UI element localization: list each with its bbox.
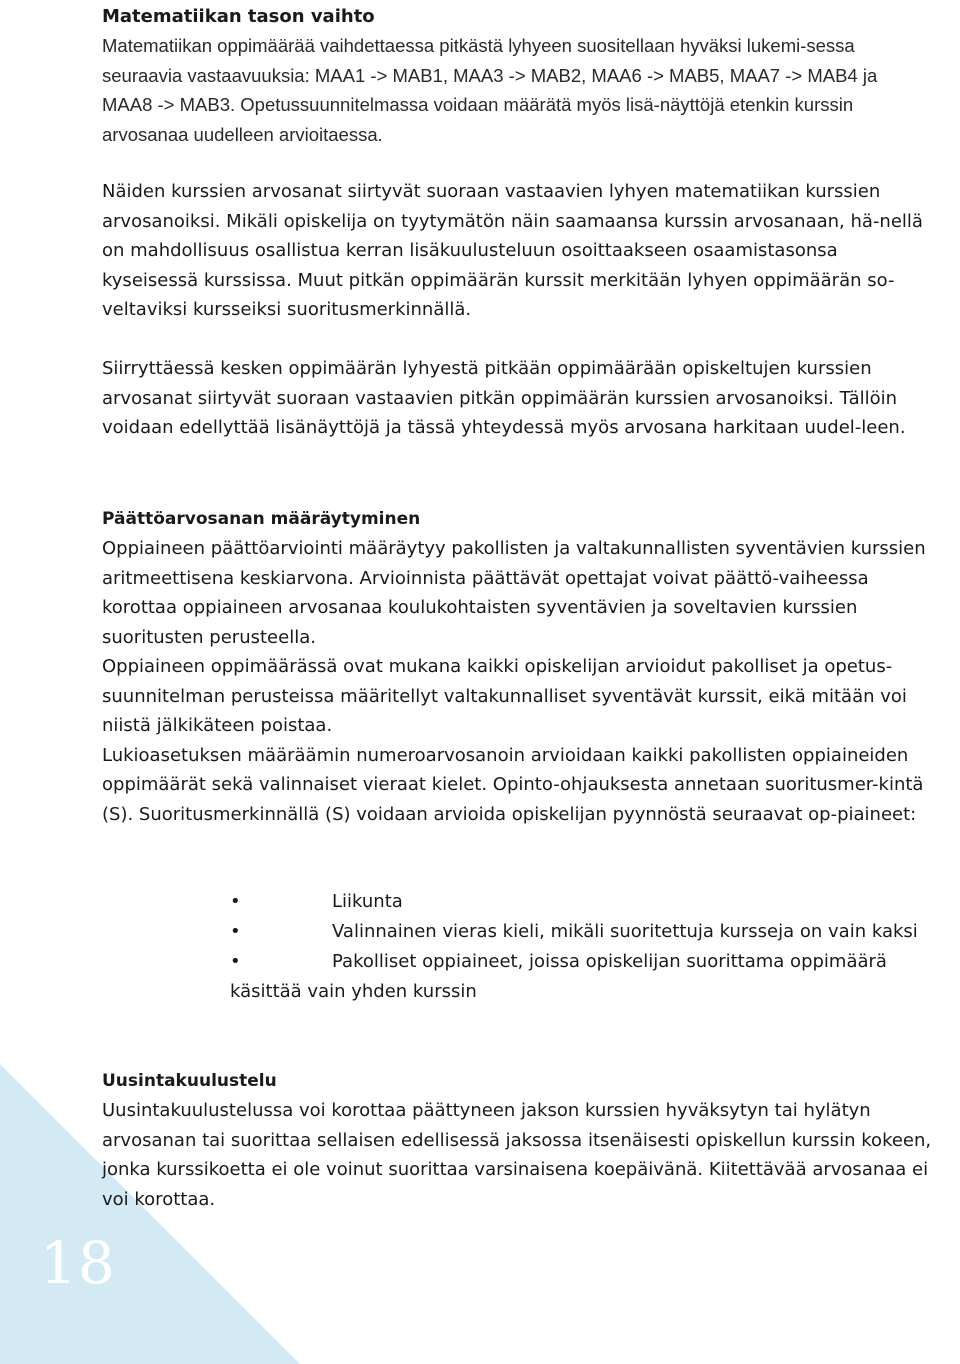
- section-title-paattoarvosana: Päättöarvosanan määräytyminen: [102, 509, 421, 529]
- list-item: • Pakolliset oppiaineet, joissa opiskelijan suorittama oppimäärä käsittää vain yhden kurssin: [230, 947, 930, 1007]
- paragraph: Matematiikan oppimäärää vaihdettaessa pitkästä lyhyeen suositellaan hyväksi lukemi-sessa seuraavia vastaavuuksia: MAA1 -> MAB1, MAA3 -> MAB2, MAA6 -> MAB5, MAA7 -> MAB4 ja MAA8 -> MAB3. Opetussuunnitelmassa voidaan määrätä myös lisä-näyttöjä etenkin kurssin arvosanaa uudelleen arvioitaessa.: [102, 35, 878, 145]
- bullet-icon: •: [230, 951, 241, 972]
- paragraph: Näiden kurssien arvosanat siirtyvät suoraan vastaavien lyhyen matematiikan kurssien arvosanoiksi. Mikäli opiskelija on tyytymätön näin saamaansa kurssin arvosanaan, hä-nellä on mahdollisuus osallistua kerran lisäkuulusteluun osoittaakseen osaamistasonsa kyseisessä kurssissa. Muut pitkän oppimäärän kurssit merkitään lyhyen oppimäärän so-veltaviksi kursseiksi suoritusmerkinnällä.: [102, 181, 923, 320]
- paragraph: Siirryttäessä kesken oppimäärän lyhyestä pitkään oppimäärään opiskeltujen kurssien arvosanat siirtyvät suoraan vastaavien pitkän oppimäärän kurssien arvosanoiksi. Tällöin voidaan edellyttää lisänäyttöjä ja tässä yhteydessä myös arvosana harkitaan uudel-leen.: [102, 358, 906, 438]
- section-title-matematiikan-tason-vaihto: Matematiikan tason vaihto: [102, 6, 375, 27]
- section-body: [102, 534, 932, 829]
- paragraph: Oppiaineen päättöarviointi määräytyy pakollisten ja valtakunnallisten syventävien kurssien aritmeettisena keskiarvona. Arvioinnista päättävät opettajat voivat päättö-vaiheessa korottaa oppiaineen arvosanaa koulukohtaisten syventävien ja soveltavien kurssien suoritusten perusteella.: [102, 538, 926, 648]
- section-title-uusintakuulustelu: Uusintakuulustelu: [102, 1071, 277, 1091]
- page-number: 18: [40, 1229, 116, 1297]
- list-item: • Liikunta: [230, 887, 930, 917]
- bullet-icon: •: [230, 891, 241, 912]
- paragraph: Oppiaineen oppimäärässä ovat mukana kaikki opiskelijan arvioidut pakolliset ja opetus-suunnitelman perusteissa määritellyt valtakunnalliset syventävät kurssit, eikä mitään voi niistä jälkikäteen poistaa.: [102, 656, 907, 736]
- bullet-icon: •: [230, 921, 241, 942]
- bullet-list: [230, 887, 930, 1007]
- list-item: • Valinnainen vieras kieli, mikäli suoritettuja kursseja on vain kaksi: [230, 917, 930, 947]
- paragraph: Uusintakuulustelussa voi korottaa päättyneen jakson kurssien hyväksytyn tai hylätyn arvosanan tai suorittaa sellaisen edellisessä jaksossa itsenäisesti opiskellun kurssin kokeen, jonka kurssikoetta ei ole voinut suorittaa varsinaisena koepäivänä. Kiitettävää arvosanaa ei voi korottaa.: [102, 1100, 932, 1210]
- paragraph: Lukioasetuksen määräämin numeroarvosanoin arvioidaan kaikki pakollisten oppiaineiden oppimäärät sekä valinnaiset vieraat kielet. Opinto-ohjauksesta annetaan suoritusmer-kintä (S). Suoritusmerkinnällä (S) voidaan arvioida opiskelijan pyynnöstä seuraavat op-piaineet:: [102, 744, 924, 825]
